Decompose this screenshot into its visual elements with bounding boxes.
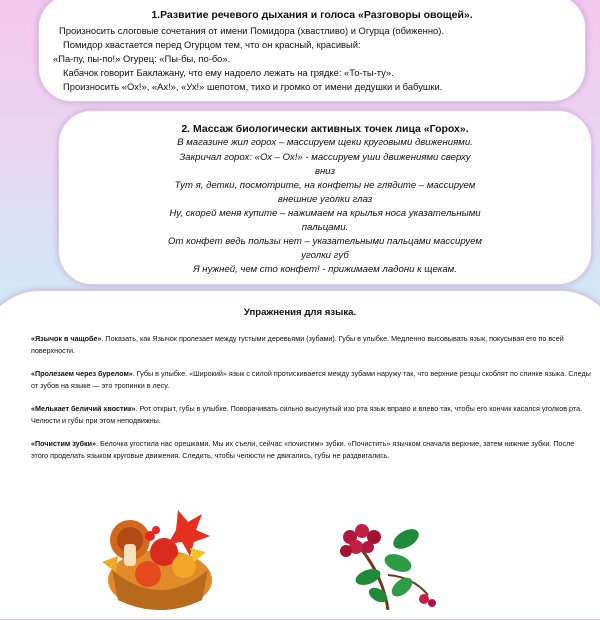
massage-line: Закричал горох: «Ох – Ох!» - массируем уши движениями сверху (179, 152, 471, 163)
massage-line: вниз (314, 166, 336, 177)
exercise-text: . Рот открыт, губы в улыбке. Поворачивать сильно высунутый изо рта язык вправо и влево так, чтобы его кончик касался уголков рта. Челюсти и губы при этом неподвижны. (31, 404, 583, 425)
exercise-paragraph (31, 403, 593, 427)
exercise-text: . Показать, как Язычок пролезает между густыми деревьями (зубами). Губы в улыбке. Медленно высовывать язык, покусывая его по всей поверхности. (31, 334, 564, 355)
autumn-basket-illustration (90, 500, 220, 610)
massage-line: Тут я, детки, посмотрите, на конфеты не глядите – массируем (174, 180, 476, 191)
breathing-exercise-title: 1.Развитие речевого дыхания и голоса «Разговоры овощей». (151, 9, 473, 21)
exercise-text: . Белочка угостила нас орешками. Мы их съели, сейчас «почистим» зубки. «Почистить» язычком сначала верхние, затем нижние зубки. После этого проделать языком круговые движения. Следить, чтобы челюсти не двигались, губы не раздвигались. (31, 439, 575, 460)
massage-line: Ну, скорей меня купите – нажимаем на крылья носа указательными (169, 208, 481, 219)
breathing-exercise-card (38, 0, 586, 102)
face-massage-card (58, 110, 592, 285)
exercise-name: «Мелькает беличий хвостик» (31, 404, 136, 413)
massage-line: От конфет ведь пользы нет – указательными пальцами массируем (168, 236, 482, 247)
exercise-name: «Язычок в чащобе» (31, 334, 102, 343)
lingonberry-illustration (328, 515, 438, 610)
massage-line: Я нужней, чем сто конфет! - прижимаем ладони к щекам. (193, 264, 457, 275)
breathing-line: Произносить слоговые сочетания от имени Помидора (хвастливо) и Огурца (обиженно). (59, 25, 444, 36)
breathing-line: «Па-пу, пы-по!» Огурец: «Пы-бы, по-бо». (53, 53, 231, 64)
massage-line: уголки губ (301, 250, 349, 261)
massage-line: пальцами. (301, 222, 349, 233)
exercise-name: «Почистим зубки» (31, 439, 97, 448)
exercise-text: . Губы в улыбке. «Широкий» язык с силой протискивается между зубами наружу так, что верхние резцы скоблят по спинке языка. Следы от зубов на языке — это тропинки в лесу. (31, 369, 591, 390)
breathing-line: Произносить «Ох!», «Ах!», «Ух!» шепотом, тихо и громко от имени дедушки и бабушки. (63, 81, 443, 92)
exercise-paragraph (31, 368, 593, 392)
breathing-line: Помидор хвастается перед Огурцом тем, что он красный, красивый: (63, 39, 361, 50)
face-massage-title: 2. Массаж биологически активных точек лица «Горох». (181, 123, 469, 135)
massage-line: В магазине жил горох – массируем щеки круговыми движениями. (177, 137, 473, 148)
breathing-line: Кабачок говорит Баклажану, что ему надоело лежать на грядке: «То-ты-ту». (63, 67, 394, 78)
exercise-paragraph (31, 333, 593, 357)
massage-line: внешние уголки глаз (277, 194, 373, 205)
tongue-exercises-title: Упражнения для языка. (243, 307, 357, 318)
exercise-paragraph (31, 438, 593, 462)
exercise-name: «Пролезаем через бурелом» (31, 369, 133, 378)
